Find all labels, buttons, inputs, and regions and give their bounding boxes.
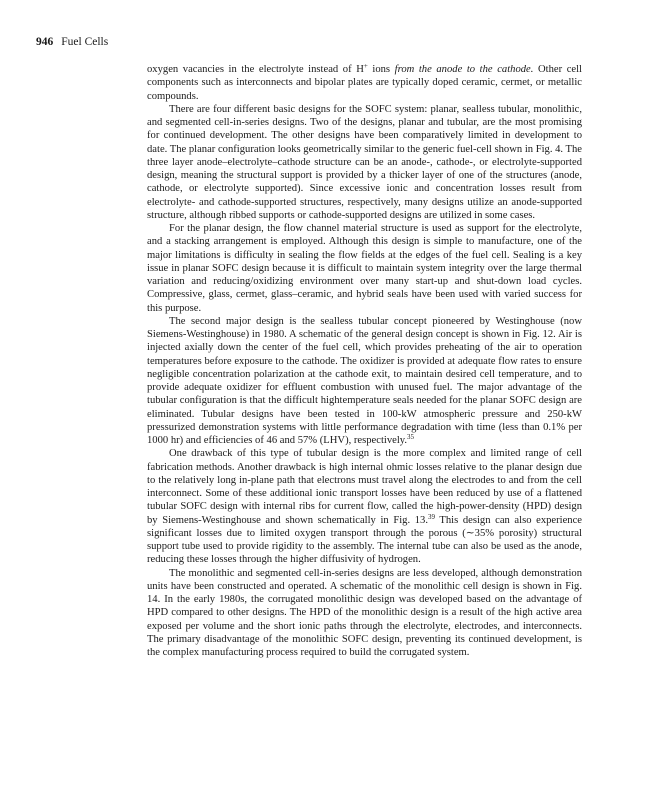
emphasis-text: from the anode to the cathode. bbox=[394, 64, 534, 75]
text-segment: This design can also experience significant losses due to limited oxygen transport through the porous (∼35% porosity) structural support tube used to provide rigidity to the assembly. The internal tube can also be used as the anode, reducing these losses through the higher diffusivity of hydrogen. bbox=[147, 514, 582, 566]
paragraph-5 bbox=[147, 447, 582, 566]
text-segment: ions bbox=[367, 64, 395, 75]
page-number: 946 bbox=[36, 36, 54, 48]
paragraph-4 bbox=[147, 315, 582, 448]
text-segment: The monolithic and segmented cell-in-series designs are less developed, although demonstration units have been constructed and operated. A schematic of the monolithic cell design is shown in Fig. 14. In the early 1980s, the corrugated monolithic design was developed based on the advantage of HPD compared to other designs. The HPD of the monolithic design is a result of the high active area exposed per volume and the short ionic paths through the electrolyte, electrodes, and interconnects. The primary disadvantage of the monolithic SOFC design, preventing its continued development, is the complex manufacturing process required to build the corrugated system. bbox=[147, 567, 582, 658]
running-header bbox=[36, 35, 108, 49]
text-segment: Other cell components such as interconnects and bipolar plates are typically doped ceramic, cermet, or metallic compounds. bbox=[147, 64, 582, 102]
text-segment: The second major design is the sealless tubular concept pioneered by Westinghouse (now Siemens-Westinghouse) in 1980. A schematic of the general design concept is shown in Fig. 12. Air is injected axially down the center of the fuel cell, which provides preheating of the air to operation temperatures before exposure to the cathode. The oxidizer is provided at adequate flow rates to ensure negligible concentration polarization at the cathode exit, to maintain desired cell temperature, and to provide adequate oxidizer for effluent combustion with unused fuel. The major advantage of the tubular configuration is that the difficult hightemperature seals needed for the planar SOFC design are eliminated. Tubular designs have been tested in 100-kW atmospheric pressure and 250-kW pressurized demonstration systems with little performance degradation with time (less than 0.1% per 1000 hr) and efficiencies of 46 and 57% (LHV), respectively. bbox=[147, 315, 582, 446]
superscript-charge: + bbox=[363, 62, 368, 70]
body-text bbox=[147, 63, 582, 659]
text-segment: There are four different basic designs for the SOFC system: planar, sealless tubular, monolithic, and segmented cell-in-series designs. Two of the designs, planar and tubular, are the most promising for continued development. The other designs have been comparatively limited in development to date. The planar configuration looks geometrically similar to the generic fuel-cell shown in Fig. 4. The three layer anode–electrolyte–cathode structure can be an anode-, cathode-, or electrolyte-supported design, meaning the structural support is provided by a thicker layer of one of the structures (anode, cathode, or electrolyte supported). Since excessive ionic and concentration losses result from electrolyte- and cathode-supported structures, respectively, many designs utilize an anode-supported structure, although ribbed supports or cathode-supported designs are utilized in some cases. bbox=[147, 103, 583, 221]
text-segment: For the planar design, the flow channel material structure is used as support for the electrolyte, and a stacking arrangement is employed. Although this design is simple to manufacture, one of the major limitations is difficulty in sealing the flow fields at the edges of the fuel cell. Sealing is a key issue in planar SOFC design because it is difficult to maintain system integrity over the large thermal variation and reducing/oxidizing environment over many start-up and shut-down load cycles. Compressive, glass, cermet, glass–ceramic, and hybrid seals have been used with varied success for this purpose. bbox=[147, 223, 582, 314]
text-segment: One drawback of this type of tubular design is the more complex and limited range of cell fabrication methods. Another drawback is high internal ohmic losses relative to the planar design due to the relatively long in-plane path that electrons must travel along the electrodes to and from the cell interconnect. Some of these additional ionic transport losses have been reduced by use of a flattened tubular SOFC design with internal ribs for current flow, called the high-power-density (HPD) design by Siemens-Westinghouse and shown schematically in Fig. 13. bbox=[147, 448, 582, 526]
text-segment: oxygen vacancies in the electrolyte instead of H bbox=[147, 64, 364, 75]
running-title: Fuel Cells bbox=[61, 36, 109, 48]
citation-superscript: 35 bbox=[407, 433, 415, 441]
citation-superscript: 39 bbox=[427, 512, 435, 521]
paragraph-1 bbox=[147, 63, 582, 103]
paragraph-2 bbox=[147, 103, 582, 222]
paragraph-6 bbox=[147, 567, 582, 660]
paragraph-3 bbox=[147, 222, 582, 315]
